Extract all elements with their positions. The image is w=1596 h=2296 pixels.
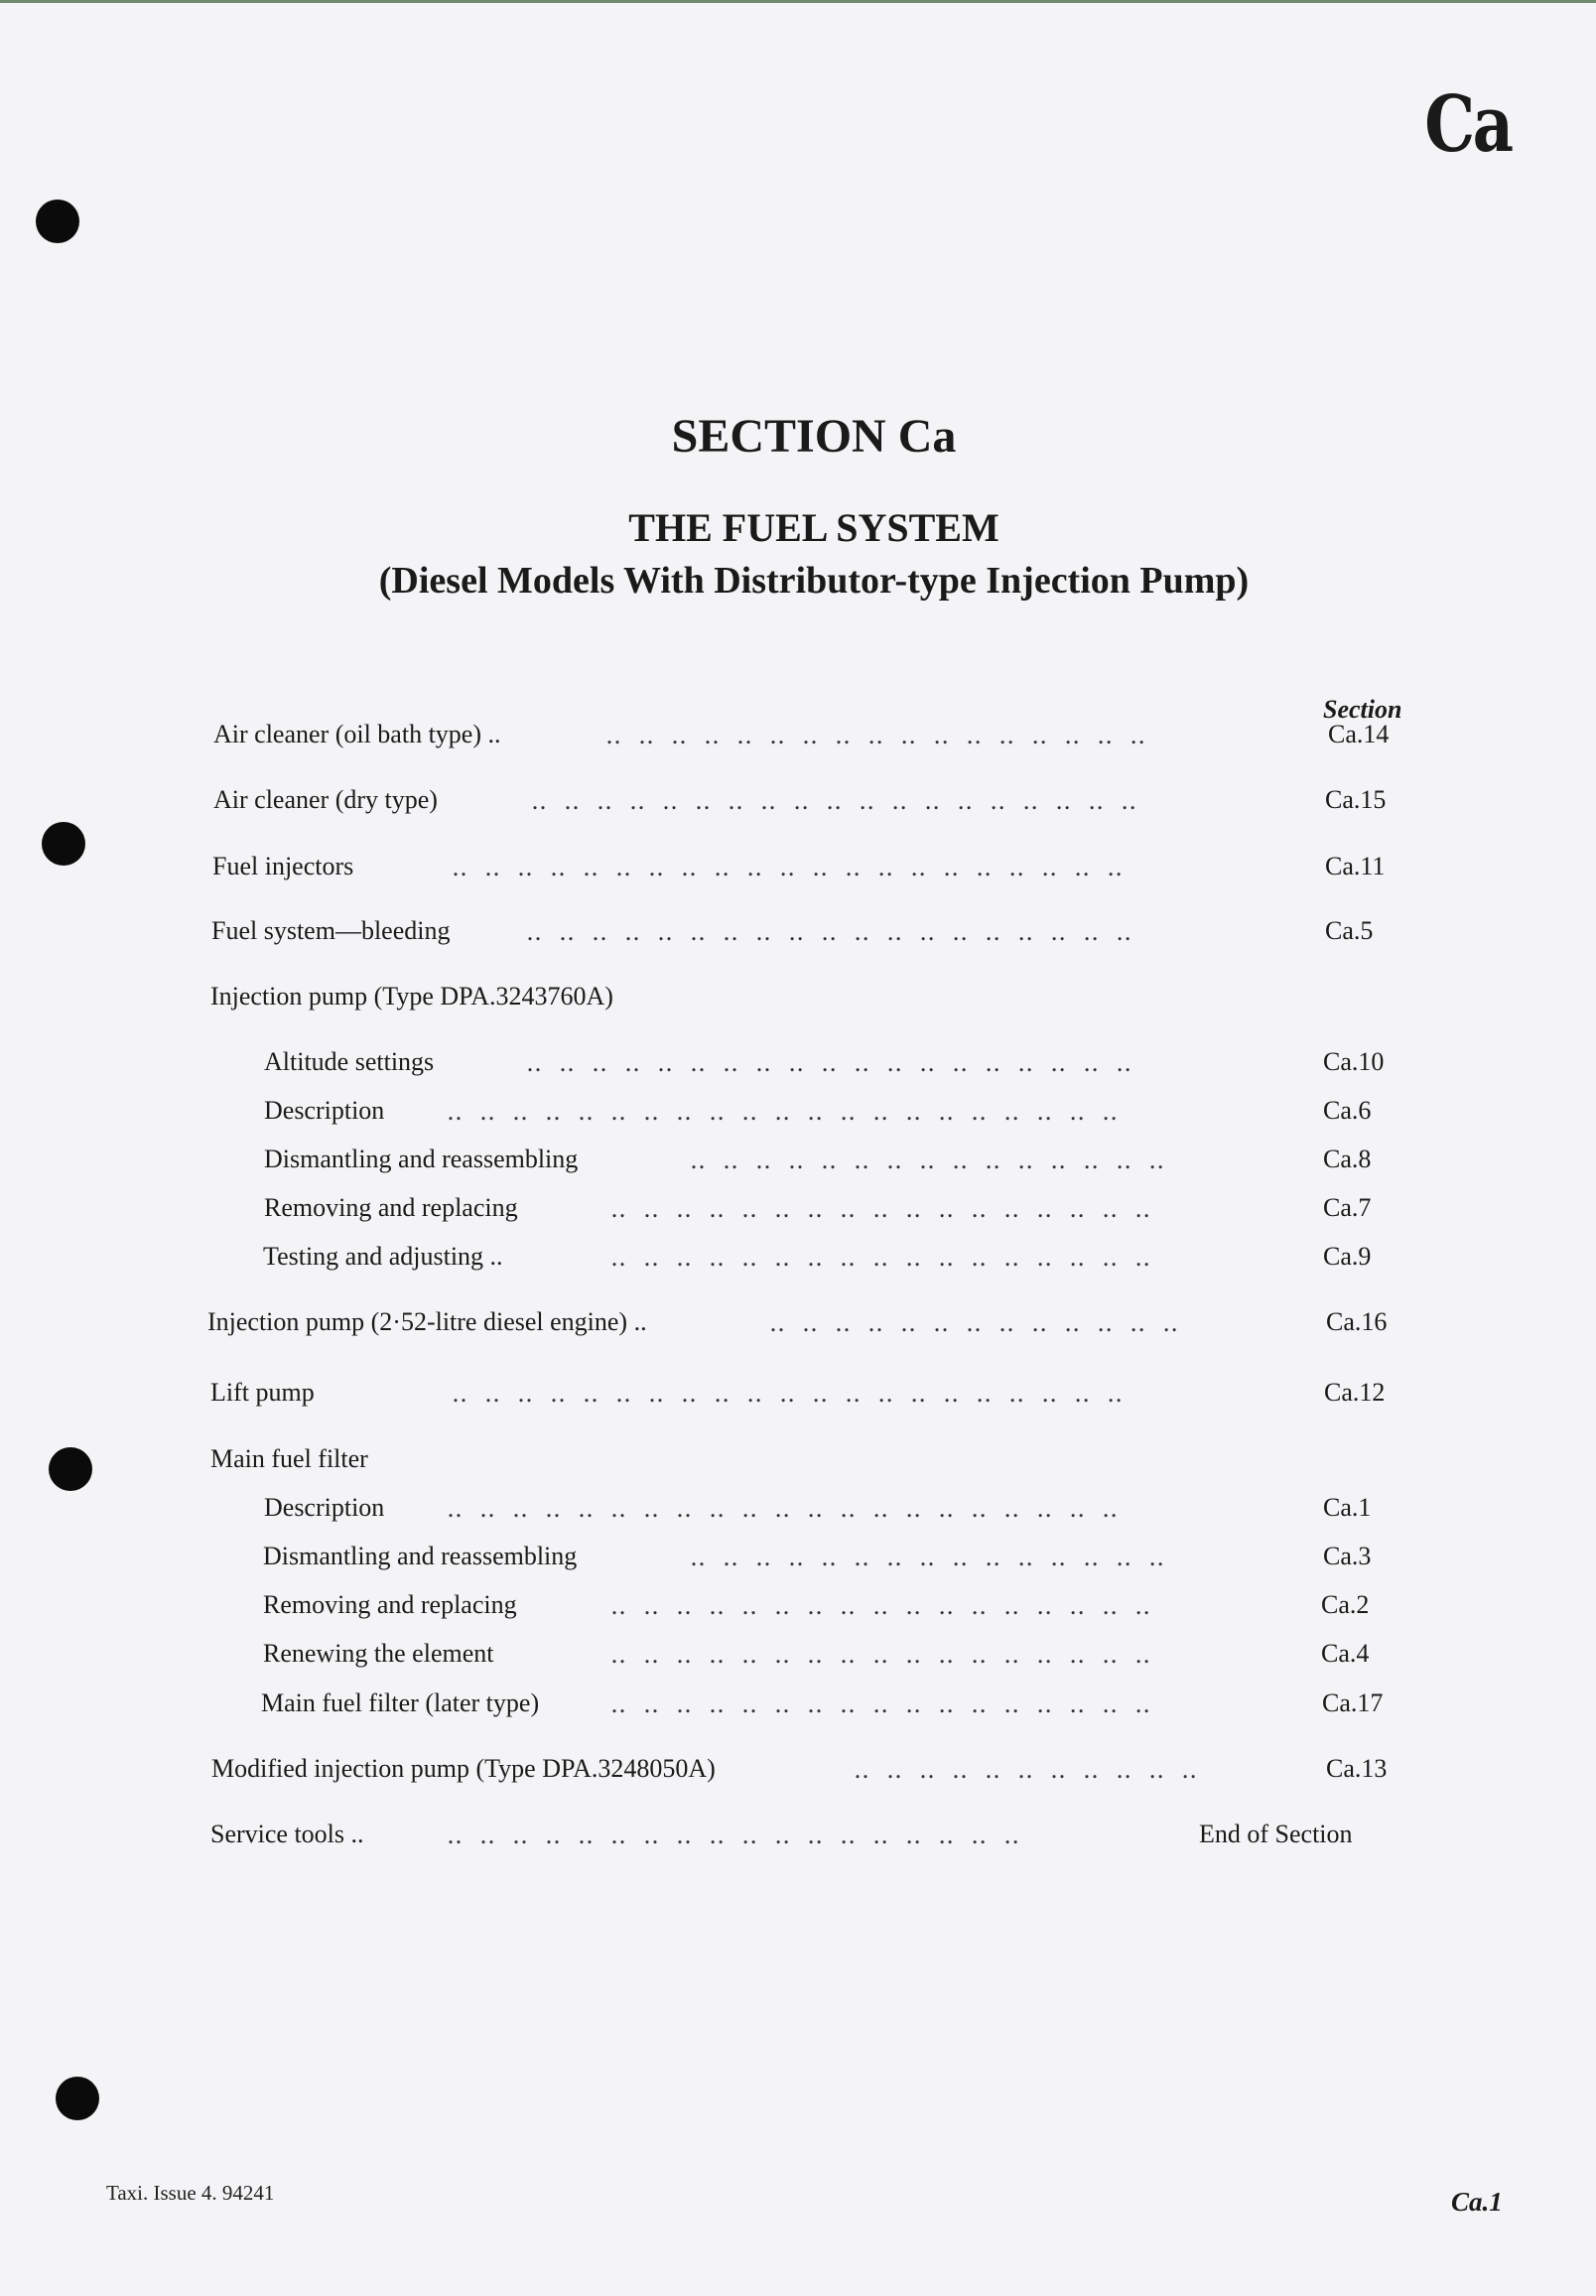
page-number: Ca.1 [1451,2187,1503,2217]
leader-dots: ‥‥‥‥‥‥‥‥‥‥‥‥‥‥‥‥‥‥‥ [526,1051,1149,1077]
toc-entry-ref: Ca.15 [1325,785,1387,814]
toc-entry-label: Injection pump (2·52-litre diesel engine) .. [207,1307,647,1336]
toc-entry [263,1542,1409,1581]
toc-entry [207,1307,1409,1347]
leader-dots: ‥‥‥‥‥‥‥‥‥‥‥‥‥‥‥‥‥ [610,1246,1168,1272]
toc-entry-label: Dismantling and reassembling [264,1145,579,1173]
issue-info: Taxi. Issue 4. 94241 [106,2181,275,2205]
toc-entry [213,785,1409,825]
toc-entry-ref: Ca.1 [1323,1493,1372,1522]
section-tag: Ca [1424,79,1512,170]
toc-entry-ref: Ca.6 [1323,1096,1372,1125]
leader-dots: ‥‥‥‥‥‥‥‥‥‥‥‥‥‥‥‥‥ [610,1643,1168,1669]
leader-dots: ‥‥‥‥‥‥‥‥‥‥‥‥‥‥‥‥‥ [610,1197,1168,1223]
toc-entry-label: Removing and replacing [263,1590,517,1619]
toc-entry-ref: Ca.9 [1323,1242,1372,1271]
leader-dots: ‥‥‥‥‥‥‥‥‥‥‥‥‥‥‥‥‥‥ [447,1823,1037,1849]
toc-entry [264,1047,1409,1087]
toc-entry-label: Service tools .. [210,1820,364,1848]
toc-entry [212,852,1409,891]
toc-entry-label: Main fuel filter (later type) [261,1688,540,1717]
toc-entry-label: Dismantling and reassembling [263,1542,578,1570]
leader-dots: ‥‥‥‥‥‥‥‥‥‥‥‥‥‥‥‥‥ [610,1594,1168,1620]
system-title: THE FUEL SYSTEM [628,505,999,550]
leader-dots: ‥‥‥‥‥‥‥‥‥‥‥‥‥‥‥‥‥ [610,1692,1168,1718]
toc-entry [263,1590,1409,1630]
toc-entry [264,1145,1409,1184]
leader-dots: ‥‥‥‥‥‥‥‥‥‥‥‥‥ [769,1311,1196,1337]
toc-entry-label: Injection pump (Type DPA.3243760A) [210,982,613,1011]
toc-entry-ref: Ca.13 [1326,1754,1388,1783]
toc-entry [210,1378,1409,1418]
toc-entry [211,1754,1409,1794]
toc-entry-ref: Ca.11 [1325,852,1386,880]
toc-entry [263,1639,1409,1679]
toc-entry [210,982,1409,1021]
toc-entry-ref: Ca.10 [1323,1047,1385,1076]
leader-dots: ‥‥‥‥‥‥‥‥‥‥‥‥‥‥‥ [690,1148,1182,1174]
toc-entry-label: Altitude settings [264,1047,435,1076]
leader-dots: ‥‥‥‥‥‥‥‥‥‥‥‥‥‥‥‥‥‥‥‥‥ [447,1497,1135,1523]
leader-dots: ‥‥‥‥‥‥‥‥‥‥‥‥‥‥‥‥‥‥‥‥‥ [452,856,1140,881]
toc-entry-label: Air cleaner (oil bath type) .. [213,720,501,748]
toc-entry-ref: Ca.14 [1328,720,1390,748]
toc-entry-label: Modified injection pump (Type DPA.3248050A) [211,1754,716,1783]
toc-entry [264,1193,1409,1233]
toc-entry [261,1688,1409,1728]
section-column-header: Section [1323,695,1402,724]
toc-entry [213,720,1409,759]
toc-entry-ref: End of Section [1199,1820,1353,1848]
toc-entry-label: Removing and replacing [264,1193,518,1222]
toc-entry [211,916,1409,956]
toc-entry-ref: Ca.12 [1324,1378,1386,1407]
toc-entry-label: Fuel injectors [212,852,354,880]
toc-entry-ref: Ca.5 [1325,916,1374,945]
leader-dots: ‥‥‥‥‥‥‥‥‥‥‥‥‥‥‥ [690,1546,1182,1571]
toc-entry [263,1242,1409,1282]
leader-dots: ‥‥‥‥‥‥‥‥‥‥‥‥‥‥‥‥‥‥‥‥‥ [447,1100,1135,1126]
toc-entry [264,1493,1409,1533]
section-title: SECTION Ca [671,410,957,463]
toc-entry-label: Main fuel filter [210,1444,368,1473]
toc-entry [210,1444,1409,1484]
toc-entry-label: Testing and adjusting .. [263,1242,503,1271]
toc-entry-ref: Ca.7 [1323,1193,1372,1222]
toc-entry-ref: Ca.8 [1323,1145,1372,1173]
toc-entry-ref: Ca.3 [1323,1542,1372,1570]
toc-entry-ref: Ca.16 [1326,1307,1388,1336]
system-subtitle: (Diesel Models With Distributor-type Injection Pump) [378,560,1250,602]
toc-entry [264,1096,1409,1136]
toc-entry-ref: Ca.17 [1322,1688,1384,1717]
toc-entry-label: Renewing the element [263,1639,494,1668]
toc-entry-ref: Ca.4 [1321,1639,1370,1668]
leader-dots: ‥‥‥‥‥‥‥‥‥‥‥‥‥‥‥‥‥ [605,724,1163,749]
toc-entry [210,1820,1409,1859]
toc-entry-label: Fuel system—bleeding [211,916,451,945]
leader-dots: ‥‥‥‥‥‥‥‥‥‥‥‥‥‥‥‥‥‥‥ [531,789,1154,815]
toc-entry-label: Description [264,1096,385,1125]
leader-dots: ‥‥‥‥‥‥‥‥‥‥‥‥‥‥‥‥‥‥‥‥‥ [452,1382,1140,1408]
toc-entry-label: Air cleaner (dry type) [213,785,438,814]
toc-entry-ref: Ca.2 [1321,1590,1370,1619]
toc-entry-label: Lift pump [210,1378,315,1407]
leader-dots: ‥‥‥‥‥‥‥‥‥‥‥ [854,1758,1215,1784]
leader-dots: ‥‥‥‥‥‥‥‥‥‥‥‥‥‥‥‥‥‥‥ [526,920,1149,946]
toc-entry-label: Description [264,1493,385,1522]
